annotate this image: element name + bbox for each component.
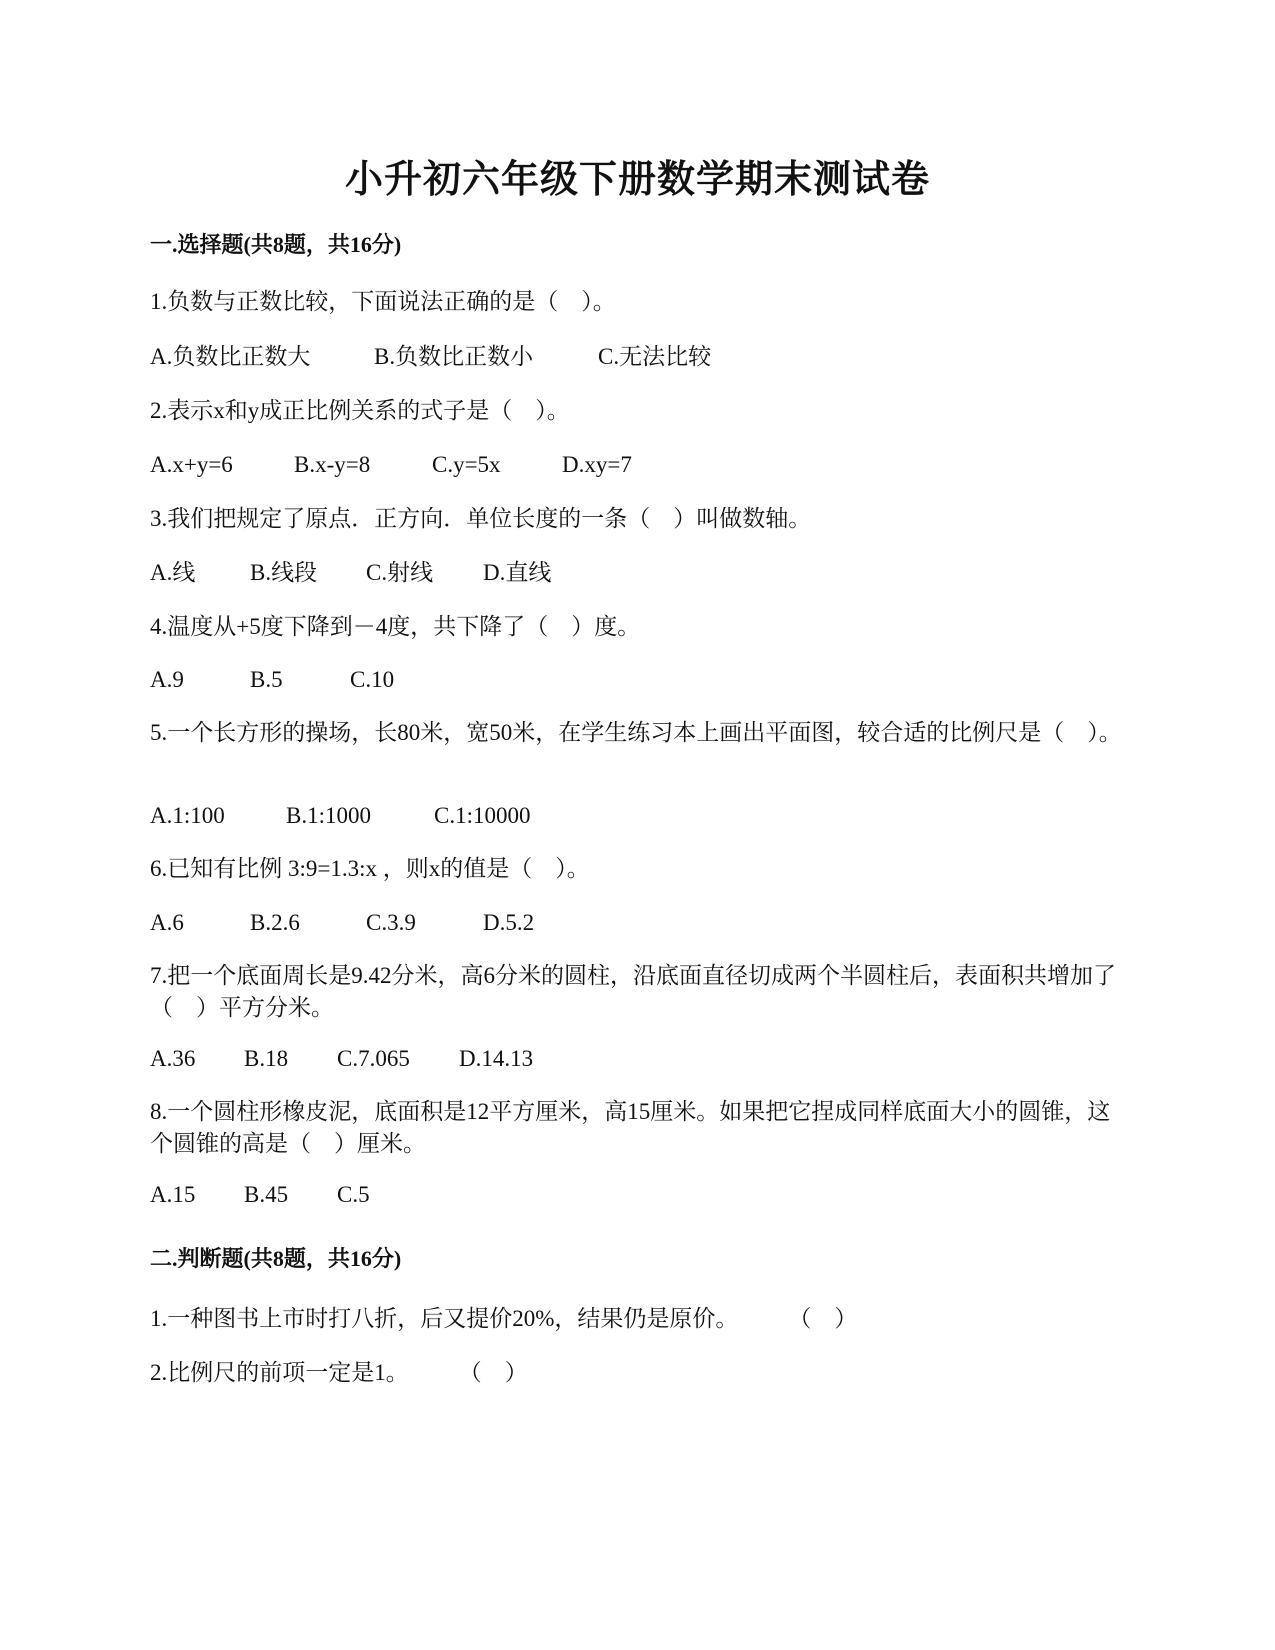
question-text [150,1303,1130,1335]
question-text: 4.温度从+5度下降到－4度，共下降了（ ）度。 [150,614,641,639]
question-options [150,1179,370,1211]
question-options [150,341,711,373]
option: D.14.13 [459,1046,534,1071]
option: D.xy=7 [562,452,632,477]
option: B.18 [244,1046,289,1071]
option: C.y=5x [432,452,501,477]
option: A.15 [150,1182,196,1207]
question-options [150,1043,533,1075]
question-options [150,557,551,589]
option: C.5 [337,1182,370,1207]
option: C.7.065 [337,1046,410,1071]
option: A.线 [150,560,196,585]
option: C.1:10000 [434,803,531,828]
question-statement: 2.比例尺的前项一定是1。 [150,1360,409,1385]
option: B.1:1000 [286,803,371,828]
question-options [150,449,632,481]
section-heading-judgement: 二.判断题(共8题，共16分) [150,1246,402,1271]
question-statement: 1.一种图书上市时打八折，后又提价20%，结果仍是原价。 [150,1306,739,1331]
option: A.9 [150,667,184,692]
question-text: 8.一个圆柱形橡皮泥，底面积是12平方厘米，高15厘米。如果把它捏成同样底面大小的圆锥，这个圆锥的高是（ ）厘米。 [150,1099,1111,1156]
question-options [150,800,530,832]
option: C.射线 [366,560,434,585]
option: B.45 [244,1182,289,1207]
page-title: 小升初六年级下册数学期末测试卷 [344,159,930,201]
question-text: 1.负数与正数比较，下面说法正确的是（ ）。 [150,289,616,314]
option: B.线段 [250,560,318,585]
answer-blank: （ ） [458,1360,528,1385]
option: B.负数比正数小 [374,344,534,369]
option: A.负数比正数大 [150,344,311,369]
question-text: 3.我们把规定了原点．正方向．单位长度的一条（ ）叫做数轴。 [150,506,812,531]
option: D.5.2 [483,910,535,935]
option: D.直线 [483,560,552,585]
question-text [150,1357,1130,1389]
option: A.1:100 [150,803,225,828]
question-text: 2.表示x和y成正比例关系的式子是（ ）。 [150,398,570,423]
answer-blank: （ ） [788,1306,858,1331]
option: B.5 [250,667,283,692]
option: B.x-y=8 [294,452,371,477]
question-options [150,907,534,939]
section-heading-choice: 一.选择题(共8题，共16分) [150,232,402,257]
option: A.x+y=6 [150,452,233,477]
option: C.3.9 [366,910,416,935]
question-text: 7.把一个底面周长是9.42分米，高6分米的圆柱，沿底面直径切成两个半圆柱后，表面积共增加了（ ）平方分米。 [150,963,1116,1020]
question-text: 5.一个长方形的操场，长80米，宽50米，在学生练习本上画出平面图，较合适的比例尺是（ ）。 [150,720,1122,745]
question-options [150,664,394,696]
option: A.36 [150,1046,196,1071]
option: C.无法比较 [598,344,712,369]
option: A.6 [150,910,184,935]
option: C.10 [350,667,395,692]
option: B.2.6 [250,910,300,935]
question-text: 6.已知有比例 3:9=1.3:x ，则x的值是（ ）。 [150,856,590,881]
